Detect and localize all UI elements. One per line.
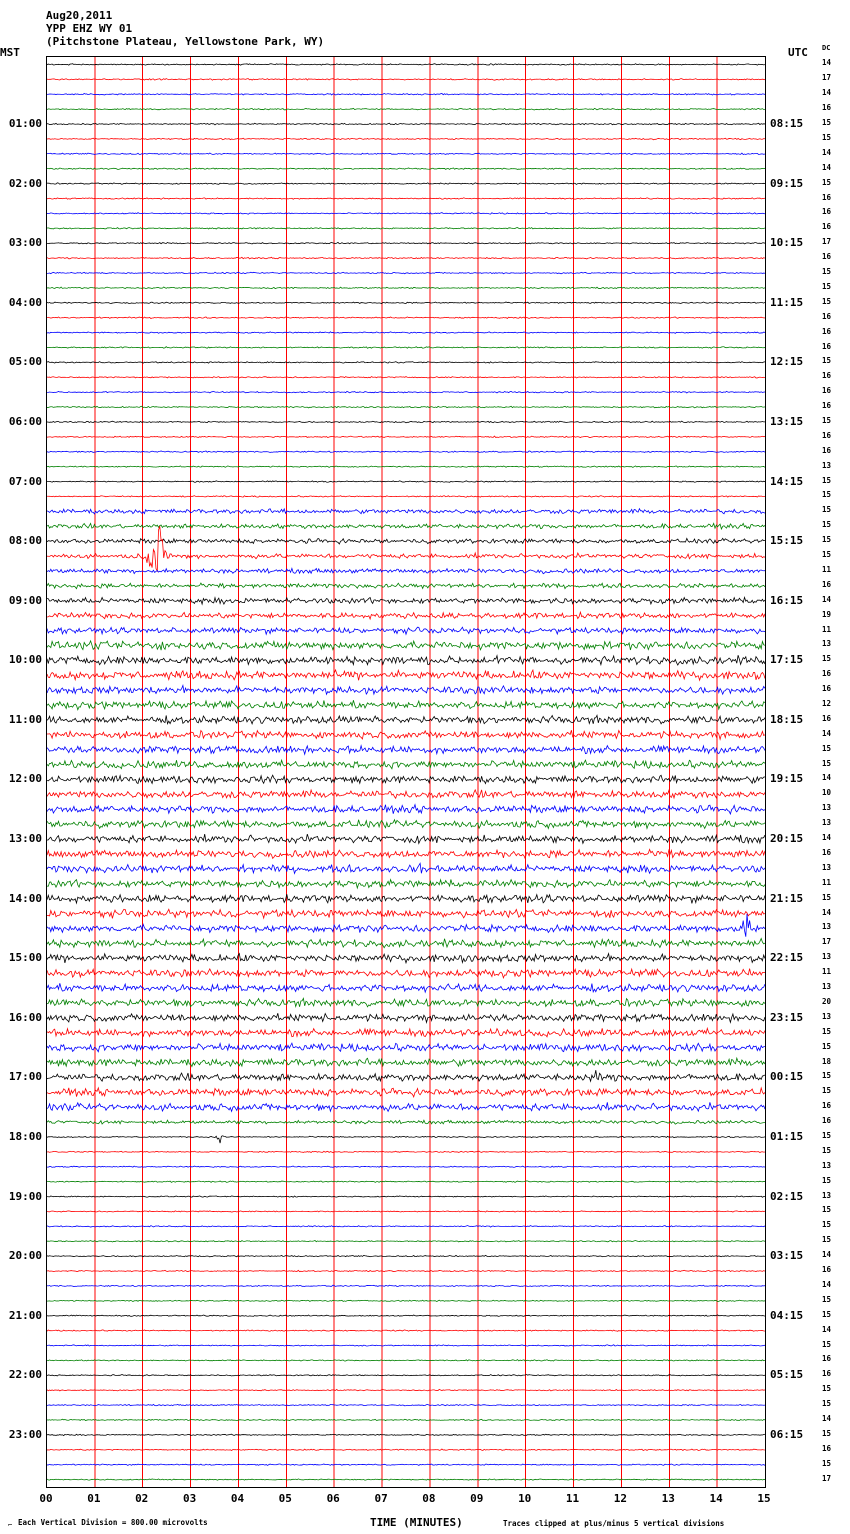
trace-line [47, 834, 765, 843]
dc-value: 17 [822, 73, 832, 83]
helicorder-plot [46, 56, 766, 1488]
x-tick-label: 12 [613, 1492, 628, 1505]
dc-value: 13 [822, 639, 832, 649]
dc-value: 14 [822, 833, 832, 842]
trace-line [47, 481, 765, 483]
left-time-label: 11:00 [8, 712, 42, 726]
dc-value: 15 [822, 1026, 832, 1036]
right-time-label: 17:15 [770, 653, 804, 667]
dc-value: 15 [822, 1458, 832, 1468]
trace-line [47, 700, 765, 709]
trace-line [47, 1360, 765, 1361]
trace-line [47, 362, 765, 364]
footer-clip-note: Traces clipped at plus/minus 5 vertical divisions [503, 1519, 725, 1528]
right-axis-label: UTC [788, 46, 808, 59]
left-time-label: 16:00 [8, 1010, 42, 1024]
dc-value: 15 [822, 1071, 832, 1081]
trace-line [47, 655, 765, 665]
dc-value: 14 [822, 147, 832, 157]
dc-value: 17 [822, 237, 832, 247]
trace-line [47, 228, 765, 229]
dc-value: 10 [822, 788, 832, 798]
trace-line [47, 1043, 765, 1052]
trace-line [47, 332, 765, 334]
trace-line [47, 242, 765, 244]
x-tick-label: 07 [374, 1492, 388, 1505]
left-time-label: 22:00 [8, 1368, 42, 1382]
trace-line [47, 153, 765, 155]
dc-value: 13 [822, 1160, 832, 1170]
trace-line [47, 612, 765, 619]
trace-line [47, 1181, 765, 1182]
x-tick-label: 00 [39, 1492, 53, 1505]
trace-line [47, 287, 765, 289]
dc-value: 16 [822, 1265, 832, 1274]
trace-line [47, 509, 765, 514]
trace-line [47, 730, 765, 739]
dc-value: 16 [822, 311, 832, 321]
left-time-label: 06:00 [8, 414, 42, 428]
dc-value: 15 [822, 1220, 832, 1230]
trace-line [47, 406, 765, 408]
dc-value: 15 [822, 1309, 832, 1319]
right-time-label: 06:15 [770, 1427, 804, 1441]
trace-line [47, 641, 765, 650]
left-time-label: 03:00 [8, 236, 42, 250]
trace-line [47, 436, 765, 438]
trace-line [47, 1102, 765, 1111]
right-time-label: 08:15 [770, 117, 804, 130]
dc-value: 15 [822, 1205, 832, 1215]
trace-line [47, 863, 765, 873]
left-time-label: 23:00 [8, 1427, 42, 1441]
dc-value: 14 [822, 1279, 832, 1289]
right-time-label: 20:15 [770, 832, 804, 845]
dc-value: 13 [822, 1011, 832, 1021]
trace-line [47, 523, 765, 529]
dc-value: 13 [822, 862, 832, 872]
trace-line [47, 1028, 765, 1036]
trace-line [47, 1434, 765, 1435]
dc-value: 14 [822, 594, 832, 604]
dc-value: 17 [822, 1473, 832, 1483]
dc-value: 15 [822, 1428, 832, 1438]
dc-value: 16 [822, 103, 832, 113]
dc-value: 16 [822, 669, 832, 679]
trace-canvas [47, 57, 765, 1487]
dc-value: 14 [822, 728, 832, 738]
trace-line [47, 1136, 765, 1143]
dc-value: 13 [822, 460, 832, 470]
dc-column-label: DC [822, 44, 831, 52]
dc-value: 19 [822, 609, 832, 619]
dc-value: 15 [822, 1145, 832, 1155]
dc-value: 14 [822, 1250, 832, 1260]
dc-value: 15 [822, 1175, 832, 1185]
dc-value: 15 [822, 1086, 832, 1096]
right-time-label: 11:15 [770, 295, 804, 309]
right-time-label: 22:15 [770, 951, 804, 965]
trace-line [47, 391, 765, 393]
dc-value: 15 [822, 267, 832, 276]
dc-value: 14 [822, 162, 832, 172]
dc-value: 15 [822, 356, 832, 366]
dc-value: 15 [822, 535, 832, 545]
trace-line [47, 168, 765, 170]
trace-line [47, 597, 765, 604]
dc-value: 15 [822, 892, 832, 902]
footer-scale-note: Each Vertical Division = 800.00 microvolts [18, 1518, 208, 1527]
right-time-label: 18:15 [770, 712, 804, 726]
trace-line [47, 938, 765, 947]
dc-value: 13 [822, 982, 832, 991]
dc-value: 16 [822, 326, 832, 336]
dc-value: 16 [822, 341, 832, 351]
trace-line [47, 302, 765, 304]
trace-line [47, 1345, 765, 1346]
trace-line [47, 775, 765, 783]
dc-value: 11 [822, 624, 832, 634]
trace-line [47, 760, 765, 769]
dc-value: 14 [822, 88, 832, 98]
x-tick-label: 09 [470, 1492, 484, 1505]
dc-value: 16 [822, 192, 832, 202]
trace-line [47, 969, 765, 978]
dc-value: 13 [822, 1190, 832, 1200]
trace-line [47, 790, 765, 798]
x-tick-label: 05 [278, 1492, 292, 1505]
right-time-label: 16:15 [770, 593, 804, 607]
x-tick-label: 01 [87, 1492, 101, 1505]
dc-value: 16 [822, 713, 832, 723]
left-time-label: 13:00 [8, 832, 42, 845]
right-time-label: 13:15 [770, 414, 804, 428]
dc-value: 16 [822, 252, 832, 262]
trace-line [47, 108, 765, 110]
left-time-label: 08:00 [8, 534, 42, 548]
trace-line [47, 805, 765, 814]
right-time-label: 12:15 [770, 355, 804, 369]
trace-line [47, 213, 765, 215]
dc-value: 16 [822, 847, 832, 857]
trace-line [47, 257, 765, 259]
right-time-label: 09:15 [770, 176, 804, 190]
trace-line [47, 746, 765, 755]
trace-line [47, 627, 765, 634]
dc-value: 16 [822, 401, 832, 411]
trace-line [47, 1166, 765, 1167]
dc-value: 14 [822, 773, 832, 783]
dc-value: 14 [822, 907, 832, 917]
trace-line [47, 1226, 765, 1228]
header-station: YPP EHZ WY 01 [46, 22, 133, 35]
trace-line [47, 198, 765, 200]
trace-line [47, 1315, 765, 1316]
left-time-label: 21:00 [8, 1308, 42, 1322]
trace-line [47, 1013, 765, 1022]
dc-value: 13 [822, 952, 832, 962]
trace-line [47, 1375, 765, 1376]
trace-line [47, 1270, 765, 1271]
dc-value: 15 [822, 505, 832, 515]
left-time-label: 18:00 [8, 1129, 42, 1143]
trace-line [47, 1404, 765, 1405]
trace-line [47, 1120, 765, 1124]
left-axis-label: MST [0, 46, 20, 59]
header-date: Aug20,2011 [46, 9, 113, 22]
dc-value: 18 [822, 1056, 832, 1066]
dc-value: 17 [822, 937, 832, 947]
trace-line [47, 93, 765, 95]
left-time-label: 04:00 [8, 295, 42, 309]
trace-line [47, 1330, 765, 1331]
trace-line [47, 421, 765, 423]
dc-value: 16 [822, 1369, 832, 1379]
trace-line [47, 1479, 765, 1480]
footer-scale-mark: ⌐ [8, 1521, 13, 1529]
dc-value: 15 [822, 415, 832, 425]
trace-line [47, 1255, 765, 1257]
dc-value: 15 [822, 177, 832, 187]
left-time-label: 07:00 [8, 474, 42, 488]
x-tick-label: 11 [565, 1492, 580, 1505]
left-time-label: 20:00 [8, 1249, 42, 1263]
trace-line [47, 686, 765, 695]
left-time-label: 14:00 [8, 891, 42, 905]
trace-line [47, 1419, 765, 1420]
x-axis-title: TIME (MINUTES) [370, 1516, 463, 1529]
right-time-label: 02:15 [770, 1189, 804, 1203]
dc-value: 15 [822, 1399, 832, 1409]
dc-value: 16 [822, 579, 832, 589]
dc-value: 12 [822, 699, 832, 708]
right-time-label: 04:15 [770, 1308, 804, 1322]
trace-line [47, 451, 765, 453]
trace-line [47, 64, 765, 66]
dc-value: 15 [822, 1041, 832, 1051]
dc-value: 11 [822, 564, 832, 574]
dc-value: 14 [822, 1414, 832, 1423]
dc-value: 15 [822, 520, 832, 530]
x-tick-label: 03 [182, 1492, 197, 1505]
trace-line [47, 998, 765, 1006]
dc-value: 15 [822, 1384, 832, 1394]
dc-value: 16 [822, 1354, 832, 1364]
trace-line [47, 670, 765, 680]
trace-line [47, 1449, 765, 1450]
dc-value: 15 [822, 1339, 832, 1349]
x-axis-ticks [39, 1492, 771, 1506]
right-time-label: 23:15 [770, 1010, 804, 1024]
dc-value: 16 [822, 371, 832, 381]
dc-value: 13 [822, 818, 832, 828]
trace-line [47, 983, 765, 992]
trace-line [47, 1464, 765, 1465]
dc-value: 16 [822, 430, 832, 440]
dc-value: 15 [822, 1294, 832, 1304]
dc-value: 11 [822, 877, 832, 887]
header-location: (Pitchstone Plateau, Yellowstone Park, WY) [46, 35, 325, 48]
trace-line [47, 1058, 765, 1066]
right-time-label: 19:15 [770, 772, 804, 786]
trace-line [47, 820, 765, 829]
trace-line [47, 894, 765, 903]
right-time-label: 05:15 [770, 1368, 804, 1382]
dc-value: 16 [822, 1443, 832, 1453]
dc-value: 15 [822, 281, 832, 291]
dc-value: 15 [822, 654, 832, 664]
trace-line [47, 568, 765, 573]
left-time-label: 17:00 [8, 1070, 42, 1084]
trace-line [47, 1196, 765, 1197]
dc-value: 16 [822, 207, 832, 217]
right-time-label: 10:15 [770, 236, 804, 250]
left-time-label: 19:00 [8, 1189, 42, 1203]
dc-value: 16 [822, 1101, 832, 1111]
x-tick-label: 15 [757, 1492, 771, 1505]
trace-line [47, 1151, 765, 1152]
dc-value: 15 [822, 118, 832, 127]
dc-value: 14 [822, 1324, 832, 1334]
trace-line [47, 1088, 765, 1097]
trace-line [47, 138, 765, 140]
dc-value: 11 [822, 967, 832, 977]
dc-value: 13 [822, 803, 832, 813]
trace-line [47, 880, 765, 888]
right-time-label: 14:15 [770, 474, 804, 488]
trace-line [47, 715, 765, 723]
trace-line [47, 377, 765, 378]
trace-line [47, 954, 765, 963]
trace-line [47, 526, 765, 571]
dc-value: 14 [822, 58, 832, 68]
trace-line [47, 317, 765, 319]
trace-line [47, 347, 765, 349]
x-tick-label: 14 [709, 1492, 723, 1505]
dc-value: 16 [822, 386, 832, 396]
trace-line [47, 1285, 765, 1286]
x-tick-label: 04 [230, 1492, 245, 1505]
dc-value: 13 [822, 922, 832, 932]
dc-value: 15 [822, 296, 832, 306]
dc-value: 20 [822, 996, 832, 1006]
right-time-label: 21:15 [770, 891, 804, 905]
dc-value: 16 [822, 684, 832, 694]
dc-value: 15 [822, 758, 832, 768]
dc-value: 15 [822, 550, 832, 559]
dc-value: 15 [822, 743, 832, 753]
dc-value: 16 [822, 222, 832, 232]
trace-line [47, 914, 765, 937]
dc-value: 15 [822, 132, 832, 142]
right-time-label: 00:15 [770, 1070, 804, 1084]
trace-line [47, 466, 765, 468]
dc-value: 15 [822, 1235, 832, 1245]
trace-line [47, 1300, 765, 1301]
left-time-label: 09:00 [8, 593, 42, 607]
trace-line [47, 583, 765, 589]
left-time-label: 15:00 [8, 951, 42, 965]
left-time-label: 01:00 [8, 117, 42, 130]
left-time-label: 10:00 [8, 653, 42, 667]
trace-line [47, 183, 765, 185]
trace-line [47, 272, 765, 274]
dc-value: 15 [822, 475, 832, 485]
trace-line [47, 1211, 765, 1212]
trace-line [47, 79, 765, 81]
left-time-label: 12:00 [8, 772, 42, 786]
dc-value: 15 [822, 1130, 832, 1140]
trace-line [47, 496, 765, 498]
right-time-label: 15:15 [770, 534, 804, 548]
right-time-label: 03:15 [770, 1249, 804, 1263]
x-tick-label: 13 [661, 1492, 675, 1505]
left-time-label: 05:00 [8, 355, 42, 369]
x-tick-label: 02 [135, 1492, 149, 1505]
x-tick-label: 08 [422, 1492, 436, 1505]
trace-line [47, 538, 765, 544]
right-time-label: 01:15 [770, 1129, 804, 1143]
trace-line [47, 849, 765, 858]
x-tick-label: 06 [326, 1492, 340, 1505]
trace-line [47, 1389, 765, 1391]
dc-value: 15 [822, 490, 832, 500]
trace-line [47, 123, 765, 125]
trace-line [47, 1070, 765, 1081]
left-time-label: 02:00 [8, 176, 42, 190]
dc-value: 16 [822, 1116, 832, 1126]
dc-value: 16 [822, 445, 832, 455]
x-tick-label: 10 [518, 1492, 532, 1505]
trace-line [47, 1240, 765, 1241]
trace-line [47, 909, 765, 918]
